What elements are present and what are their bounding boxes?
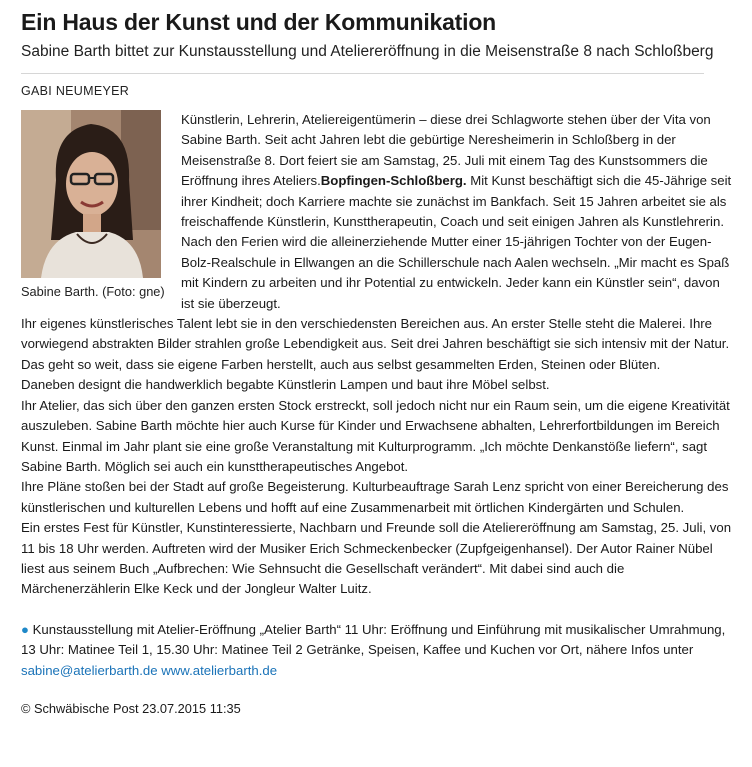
paragraph-6: Ein erstes Fest für Künstler, Kunstinteressierte, Nachbarn und Freunde soll die Ateliereröffnung am Samstag, 25. Juli, von 11 bis 18 Uhr werden. Auftreten wird der Musiker Erich Schmeckenbecker (Zupfgeigenhansel). Der Autor Rainer Nübel liest aus seinem Buch „Aufbrechen: Wie Sehnsucht die Gesellschaft verändert“. Mit dabei sind auch die Märchenerzählerin Elke Keck und der Jongleur Walter Luitz.: [21, 520, 732, 597]
event-info: [21, 620, 734, 681]
photo-caption: Sabine Barth. (Foto: gne): [21, 284, 165, 299]
paragraph-2: Ihr eigenes künstlerisches Talent lebt sie in den verschiedensten Bereichen aus. An erster Stelle steht die Malerei. Ihre vorwiegend abstrakten Bilder strahlen große Lebendigkeit aus. Seit drei Jahren beschäftigt sie sich intensiv mit der Natur. Das geht so weit, dass sie eigene Farben herstellt, auch aus selbst gesammelten Erden, Steinen oder Blüten.: [21, 316, 730, 372]
article-body: [21, 110, 734, 719]
paragraph-1-text-b: Mit Kunst beschäftigt sich die 45-Jährige seit ihrer Kindheit; doch Karriere machte sie zunächst im Bankfach. Seit 15 Jahren arbeitet sie als freischaffende Künstlerin, Kunsttherapeutin, Coach und seit einigen Jahren als Kunstlehrerin. Nach den Ferien wird die alleinerziehende Mutter einer 15-jährigen Tochter von der Eugen-Bolz-Realschule in Ellwangen an die Schillerschule nach Aalen wechseln. „Mir macht es Spaß mit Kindern zu arbeiten und ihr Potential zu entwickeln. Jeder kann ein Künstler sein“, davon ist sie überzeugt.: [181, 173, 732, 311]
photo-figure: [21, 110, 169, 301]
paragraph-3: Daneben designt die handwerklich begabte Künstlerin Lampen und baut ihre Möbel selbst.: [21, 377, 550, 393]
copyright: © Schwäbische Post 23.07.2015 11:35: [21, 700, 241, 716]
website-link[interactable]: www.atelierbarth.de: [161, 662, 278, 678]
paragraph-5: Ihre Pläne stoßen bei der Stadt auf große Begeisterung. Kulturbeauftrage Sarah Lenz spricht von einer Bereicherung des künstlerischen und kulturellen Lebens und hofft auf eine Zusammenarbeit mit örtlichen Kindergärten und Schulen.: [21, 479, 729, 515]
subline: Sabine Barth bittet zur Kunstausstellung und Ateliereröffnung in die Meisenstraße 8 nach Schloßberg: [21, 43, 714, 60]
event-info-text: Kunstausstellung mit Atelier-Eröffnung „Atelier Barth“ 11 Uhr: Eröffnung und Einführung mit musikalischer Umrahmung, 13 Uhr: Matinee Teil 1, 15.30 Uhr: Matinee Teil 2 Getränke, Speisen, Kaffee und Kuchen vor Ort, nähere Infos unter: [21, 621, 726, 658]
dateline: Bopfingen-Schloßberg.: [320, 173, 467, 189]
portrait-illustration: [21, 110, 161, 278]
paragraph-4: Ihr Atelier, das sich über den ganzen ersten Stock erstreckt, soll jedoch nicht nur ein Raum sein, um die eigene Kreativität auszuleben. Sabine Barth möchte hier auch Kurse für Kinder und Erwachsene abhalten, Lehrerfortbildungen im Bereich Kunst. Einmal im Jahr plant sie eine große Veranstaltung mit Kulturprogramm. „Ich möchte Denkanstöße liefern“, sagt Sabine Barth. Möglich sei auch ein kunsttherapeutisches Angebot.: [21, 397, 730, 474]
headline: Ein Haus der Kunst und der Kommunikation: [21, 9, 497, 35]
author-byline: GABI NEUMEYER: [21, 84, 130, 98]
divider: [21, 73, 704, 74]
paragraph-1-text-a: Künstlerin, Lehrerin, Ateliereigentümerin – diese drei Schlagworte stehen über der Vita von Sabine Barth. Seit acht Jahren lebt die gebürtige Neresheimerin in Schloßberg in der Meisenstraße 8. Dort feiert sie am Samstag, 25. Juli mit einem Tag des Kunstsommers die Eröffnung ihres Ateliers.: [181, 112, 711, 189]
bullet-icon: ●: [21, 621, 29, 637]
spacer: [21, 600, 734, 620]
portrait-photo: [21, 110, 161, 278]
email-link[interactable]: sabine@atelierbarth.de: [21, 662, 158, 678]
